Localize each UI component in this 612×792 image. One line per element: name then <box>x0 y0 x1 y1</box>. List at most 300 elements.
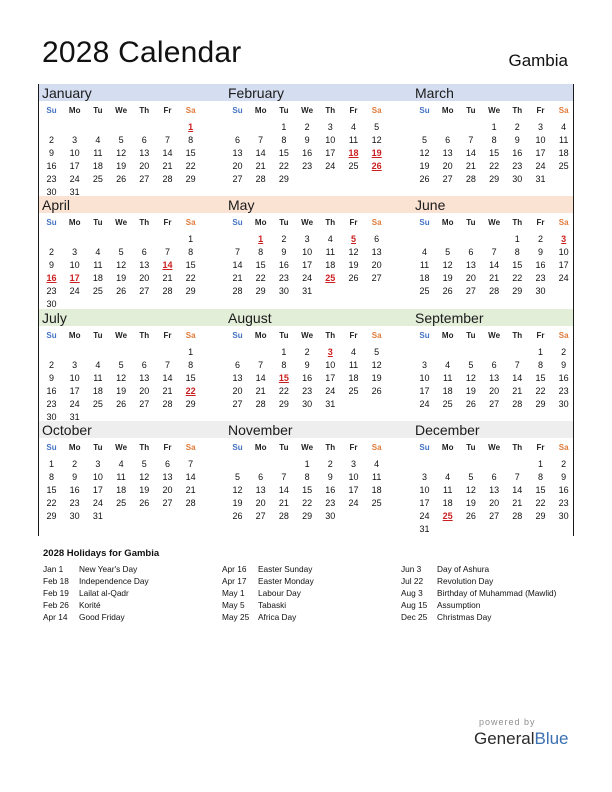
weekday-label: We <box>115 218 128 227</box>
holiday-date: 18 <box>348 147 359 158</box>
weekday-label: Mo <box>254 106 267 115</box>
day-cell: 11 <box>559 134 569 145</box>
day-cell: 29 <box>512 285 523 296</box>
day-cell: 11 <box>372 471 382 482</box>
weekday-label: We <box>301 106 314 115</box>
day-cell: 8 <box>281 134 287 145</box>
day-cell: 2 <box>304 347 310 357</box>
holiday-item-name: Easter Sunday <box>258 564 313 574</box>
day-cell: 17 <box>69 160 80 171</box>
day-cell: 30 <box>535 285 546 296</box>
day-cell: 4 <box>445 471 451 482</box>
day-cell: 28 <box>255 173 266 184</box>
day-cell: 12 <box>465 484 476 495</box>
day-cell: 1 <box>514 234 520 244</box>
day-cell: 23 <box>278 272 289 283</box>
weekday-label: Mo <box>441 106 454 115</box>
day-cell: 6 <box>445 134 451 145</box>
holiday-item-date: Jan 1 <box>43 564 64 574</box>
day-cell: 4 <box>95 359 101 370</box>
day-cell: 29 <box>302 510 313 521</box>
holiday-item-date: Aug 3 <box>401 588 423 598</box>
day-cell: 28 <box>465 173 476 184</box>
day-cell: 17 <box>92 484 103 495</box>
day-cell: 21 <box>512 497 523 508</box>
day-cell: 28 <box>512 398 523 409</box>
day-cell: 30 <box>512 173 523 184</box>
holiday-date: 15 <box>278 372 289 383</box>
month-name: April <box>42 197 71 213</box>
day-cell: 4 <box>561 122 567 132</box>
day-cell: 18 <box>442 497 453 508</box>
month-name: March <box>415 85 454 101</box>
holiday-item-date: Apr 14 <box>43 612 68 622</box>
day-cell: 26 <box>116 398 127 409</box>
day-cell: 14 <box>465 147 476 158</box>
day-cell: 27 <box>232 398 243 409</box>
day-cell: 5 <box>118 359 124 370</box>
day-cell: 12 <box>139 471 150 482</box>
weekday-label: Fr <box>349 443 358 452</box>
day-cell: 12 <box>348 246 359 257</box>
day-cell: 14 <box>512 484 523 495</box>
holiday-item-date: Aug 15 <box>401 600 428 610</box>
day-cell: 13 <box>489 484 500 495</box>
weekday-label: We <box>488 218 501 227</box>
day-cell: 11 <box>116 471 126 482</box>
day-cell: 6 <box>258 471 264 482</box>
day-cell: 6 <box>141 359 147 370</box>
day-cell: 10 <box>69 147 80 158</box>
weekday-label: Su <box>46 331 57 340</box>
day-cell: 2 <box>327 459 333 469</box>
holiday-item-name: Assumption <box>437 600 481 610</box>
day-cell: 16 <box>535 259 546 270</box>
day-cell: 15 <box>535 372 546 383</box>
holiday-item-date: Feb 26 <box>43 600 69 610</box>
day-cell: 10 <box>92 471 103 482</box>
day-cell: 3 <box>72 134 78 145</box>
day-cell: 25 <box>558 160 569 171</box>
day-cell: 9 <box>537 246 543 257</box>
day-cell: 1 <box>491 122 497 132</box>
day-cell: 4 <box>95 246 101 257</box>
day-cell: 24 <box>419 398 430 409</box>
day-cell: 1 <box>188 347 194 357</box>
day-cell: 28 <box>489 285 500 296</box>
day-cell: 9 <box>48 259 54 270</box>
day-cell: 8 <box>281 359 287 370</box>
weekday-label: Fr <box>349 331 358 340</box>
day-cell: 14 <box>255 147 266 158</box>
quarter-band-2 <box>38 196 574 213</box>
day-cell: 11 <box>443 484 453 495</box>
day-cell: 5 <box>374 347 380 357</box>
holiday-item-date: Apr 17 <box>222 576 247 586</box>
day-cell: 15 <box>278 147 289 158</box>
holiday-date: 17 <box>69 272 80 283</box>
day-cell: 25 <box>92 398 103 409</box>
day-cell: 23 <box>46 398 57 409</box>
day-cell: 8 <box>304 471 310 482</box>
day-cell: 18 <box>92 272 103 283</box>
weekday-label: Th <box>139 443 150 452</box>
day-cell: 15 <box>185 147 196 158</box>
holiday-date: 1 <box>188 122 194 132</box>
day-cell: 25 <box>442 398 453 409</box>
day-cell: 16 <box>512 147 523 158</box>
day-cell: 13 <box>489 372 500 383</box>
weekday-label: Th <box>325 443 336 452</box>
day-cell: 5 <box>374 122 380 132</box>
day-cell: 30 <box>325 510 336 521</box>
day-cell: 12 <box>371 134 382 145</box>
day-cell: 24 <box>92 497 103 508</box>
weekday-label: Tu <box>466 443 476 452</box>
day-cell: 2 <box>48 134 54 145</box>
weekday-label: Th <box>325 331 336 340</box>
day-cell: 8 <box>537 359 543 370</box>
day-cell: 20 <box>489 497 500 508</box>
weekday-label: Mo <box>254 331 267 340</box>
quarter-band-1 <box>38 84 574 101</box>
holiday-item-name: Day of Ashura <box>437 564 490 574</box>
day-cell: 24 <box>69 285 80 296</box>
day-cell: 4 <box>374 459 380 469</box>
day-cell: 17 <box>69 385 80 396</box>
month-name: November <box>228 422 293 438</box>
day-cell: 3 <box>421 471 427 482</box>
day-cell: 29 <box>489 173 500 184</box>
day-cell: 17 <box>558 259 569 270</box>
day-cell: 5 <box>118 246 124 257</box>
weekday-label: Fr <box>349 218 358 227</box>
day-cell: 19 <box>116 385 127 396</box>
day-cell: 17 <box>419 385 430 396</box>
day-cell: 26 <box>465 510 476 521</box>
day-cell: 25 <box>116 497 127 508</box>
holiday-item-date: May 25 <box>222 612 250 622</box>
day-cell: 27 <box>371 272 382 283</box>
day-cell: 23 <box>558 497 569 508</box>
day-cell: 31 <box>302 285 313 296</box>
day-cell: 15 <box>255 259 266 270</box>
day-cell: 20 <box>232 160 243 171</box>
day-cell: 24 <box>325 385 336 396</box>
holiday-item-name: Labour Day <box>258 588 301 598</box>
weekday-label: Tu <box>279 443 289 452</box>
day-cell: 29 <box>278 173 289 184</box>
day-cell: 11 <box>93 372 103 383</box>
day-cell: 22 <box>512 272 523 283</box>
day-cell: 29 <box>185 398 196 409</box>
day-cell: 19 <box>465 385 476 396</box>
day-cell: 21 <box>512 385 523 396</box>
weekday-label: Tu <box>279 218 289 227</box>
day-cell: 20 <box>139 272 150 283</box>
day-cell: 16 <box>325 484 336 495</box>
weekday-label: Fr <box>536 106 545 115</box>
weekday-label: Su <box>419 106 430 115</box>
day-cell: 28 <box>278 510 289 521</box>
weekday-label: Th <box>512 443 523 452</box>
day-cell: 13 <box>139 259 150 270</box>
day-cell: 29 <box>278 398 289 409</box>
month-name: October <box>42 422 92 438</box>
day-cell: 9 <box>304 134 310 145</box>
day-cell: 8 <box>514 246 520 257</box>
day-cell: 11 <box>325 246 335 257</box>
day-cell: 16 <box>46 160 57 171</box>
day-cell: 2 <box>72 459 78 469</box>
day-cell: 11 <box>93 147 103 158</box>
weekday-label: Mo <box>254 218 267 227</box>
day-cell: 23 <box>46 285 57 296</box>
day-cell: 29 <box>255 285 266 296</box>
weekday-label: Fr <box>163 443 172 452</box>
holiday-item-date: May 5 <box>222 600 245 610</box>
day-cell: 20 <box>371 259 382 270</box>
day-cell: 7 <box>188 459 194 469</box>
holiday-item-name: Easter Monday <box>258 576 314 586</box>
month-name: September <box>415 310 484 326</box>
day-cell: 26 <box>442 285 453 296</box>
day-cell: 1 <box>537 347 543 357</box>
day-cell: 5 <box>421 134 427 145</box>
weekday-label: Th <box>512 218 523 227</box>
month-name: August <box>228 310 272 326</box>
day-cell: 10 <box>535 134 546 145</box>
day-cell: 7 <box>491 246 497 257</box>
day-cell: 23 <box>535 272 546 283</box>
day-cell: 24 <box>558 272 569 283</box>
holiday-item-date: Dec 25 <box>401 612 428 622</box>
day-cell: 28 <box>162 173 173 184</box>
day-cell: 10 <box>419 484 430 495</box>
day-cell: 14 <box>255 372 266 383</box>
weekday-label: Th <box>325 106 336 115</box>
day-cell: 1 <box>281 347 287 357</box>
day-cell: 10 <box>348 471 359 482</box>
day-cell: 18 <box>116 484 127 495</box>
day-cell: 14 <box>489 259 500 270</box>
day-cell: 2 <box>48 359 54 370</box>
weekday-label: We <box>488 443 501 452</box>
day-cell: 2 <box>561 347 567 357</box>
weekday-label: Th <box>512 106 523 115</box>
day-cell: 18 <box>442 385 453 396</box>
day-cell: 28 <box>255 398 266 409</box>
day-cell: 17 <box>535 147 546 158</box>
weekday-label: We <box>301 331 314 340</box>
day-cell: 24 <box>69 398 80 409</box>
day-cell: 9 <box>72 471 78 482</box>
day-cell: 28 <box>162 398 173 409</box>
day-cell: 27 <box>465 285 476 296</box>
day-cell: 11 <box>443 372 453 383</box>
day-cell: 20 <box>442 160 453 171</box>
day-cell: 30 <box>46 186 57 197</box>
day-cell: 9 <box>514 134 520 145</box>
holiday-date: 25 <box>325 272 336 283</box>
day-cell: 24 <box>69 173 80 184</box>
day-cell: 16 <box>69 484 80 495</box>
day-cell: 17 <box>325 372 336 383</box>
weekday-label: Fr <box>349 106 358 115</box>
weekday-label: Su <box>232 443 243 452</box>
day-cell: 26 <box>116 285 127 296</box>
day-cell: 12 <box>371 359 382 370</box>
day-cell: 24 <box>348 497 359 508</box>
day-cell: 3 <box>537 122 543 132</box>
day-cell: 23 <box>558 385 569 396</box>
weekday-label: Tu <box>93 443 103 452</box>
day-cell: 21 <box>255 160 266 171</box>
day-cell: 3 <box>421 359 427 370</box>
day-cell: 13 <box>139 372 150 383</box>
day-cell: 15 <box>185 259 196 270</box>
weekday-label: Su <box>232 331 243 340</box>
day-cell: 7 <box>164 359 170 370</box>
day-cell: 2 <box>514 122 520 132</box>
day-cell: 31 <box>69 186 80 197</box>
holiday-item-name: Tabaski <box>258 600 287 610</box>
month-name: June <box>415 197 446 213</box>
day-cell: 19 <box>419 160 430 171</box>
day-cell: 3 <box>327 122 333 132</box>
day-cell: 8 <box>188 134 194 145</box>
day-cell: 13 <box>162 471 173 482</box>
weekday-label: Th <box>139 218 150 227</box>
holiday-date: 16 <box>46 272 57 283</box>
day-cell: 16 <box>558 372 569 383</box>
day-cell: 22 <box>46 497 57 508</box>
day-cell: 27 <box>442 173 453 184</box>
weekday-label: Su <box>419 218 430 227</box>
weekday-label: Mo <box>68 443 81 452</box>
day-cell: 26 <box>465 398 476 409</box>
day-cell: 16 <box>302 372 313 383</box>
day-cell: 31 <box>325 398 336 409</box>
weekday-label: Tu <box>279 331 289 340</box>
day-cell: 10 <box>69 259 80 270</box>
day-cell: 22 <box>185 160 196 171</box>
generalblue-logo[interactable] <box>474 729 569 749</box>
holiday-item-date: May 1 <box>222 588 245 598</box>
weekday-label: Sa <box>558 443 569 452</box>
day-cell: 6 <box>141 134 147 145</box>
day-cell: 22 <box>535 497 546 508</box>
day-cell: 26 <box>348 272 359 283</box>
weekday-label: Sa <box>371 218 382 227</box>
day-cell: 4 <box>350 347 356 357</box>
day-cell: 26 <box>232 510 243 521</box>
day-cell: 4 <box>421 246 427 257</box>
weekday-label: Tu <box>466 106 476 115</box>
day-cell: 22 <box>302 497 313 508</box>
page-title: 2028 Calendar <box>42 36 242 69</box>
day-cell: 27 <box>139 398 150 409</box>
day-cell: 8 <box>491 134 497 145</box>
day-cell: 22 <box>185 272 196 283</box>
weekday-label: Fr <box>536 218 545 227</box>
day-cell: 1 <box>304 459 310 469</box>
weekday-label: Su <box>232 106 243 115</box>
weekday-label: Th <box>512 331 523 340</box>
day-cell: 7 <box>468 134 474 145</box>
holiday-item-name: Africa Day <box>258 612 297 622</box>
day-cell: 18 <box>558 147 569 158</box>
day-cell: 17 <box>419 497 430 508</box>
month-name: January <box>42 85 92 101</box>
day-cell: 10 <box>302 246 313 257</box>
holiday-date: 25 <box>442 510 453 521</box>
day-cell: 26 <box>139 497 150 508</box>
quarter-band-3 <box>38 309 574 326</box>
day-cell: 31 <box>535 173 546 184</box>
day-cell: 23 <box>302 160 313 171</box>
holiday-item-date: Jul 22 <box>401 576 424 586</box>
day-cell: 11 <box>419 259 430 270</box>
month-name: May <box>228 197 255 213</box>
day-cell: 27 <box>139 173 150 184</box>
weekday-label: Sa <box>558 106 569 115</box>
day-cell: 23 <box>302 385 313 396</box>
day-cell: 9 <box>48 147 54 158</box>
day-cell: 30 <box>278 285 289 296</box>
day-cell: 1 <box>188 234 194 244</box>
holiday-date: 3 <box>561 234 567 244</box>
day-cell: 7 <box>234 246 240 257</box>
day-cell: 22 <box>278 160 289 171</box>
day-cell: 27 <box>489 510 500 521</box>
day-cell: 4 <box>118 459 124 469</box>
weekday-label: Tu <box>93 331 103 340</box>
weekday-label: Mo <box>254 443 267 452</box>
day-cell: 27 <box>162 497 173 508</box>
day-cell: 30 <box>302 398 313 409</box>
day-cell: 21 <box>162 385 173 396</box>
holiday-item-name: Independence Day <box>79 576 149 586</box>
day-cell: 15 <box>46 484 57 495</box>
day-cell: 15 <box>535 484 546 495</box>
weekday-label: Tu <box>466 331 476 340</box>
day-cell: 30 <box>558 510 569 521</box>
weekday-label: Sa <box>371 106 382 115</box>
day-cell: 18 <box>92 385 103 396</box>
day-cell: 28 <box>232 285 243 296</box>
day-cell: 18 <box>348 372 359 383</box>
day-cell: 5 <box>468 471 474 482</box>
day-cell: 6 <box>374 234 380 244</box>
holiday-item-name: Good Friday <box>79 612 125 622</box>
day-cell: 22 <box>255 272 266 283</box>
weekday-label: Th <box>325 218 336 227</box>
day-cell: 24 <box>302 272 313 283</box>
day-cell: 2 <box>304 122 310 132</box>
day-cell: 5 <box>141 459 147 469</box>
day-cell: 6 <box>491 471 497 482</box>
day-cell: 17 <box>302 259 313 270</box>
day-cell: 6 <box>234 359 240 370</box>
day-cell: 12 <box>442 259 453 270</box>
day-cell: 12 <box>232 484 243 495</box>
day-cell: 30 <box>46 298 57 309</box>
day-cell: 6 <box>164 459 170 469</box>
day-cell: 21 <box>162 272 173 283</box>
day-cell: 16 <box>302 147 313 158</box>
day-cell: 9 <box>48 372 54 383</box>
